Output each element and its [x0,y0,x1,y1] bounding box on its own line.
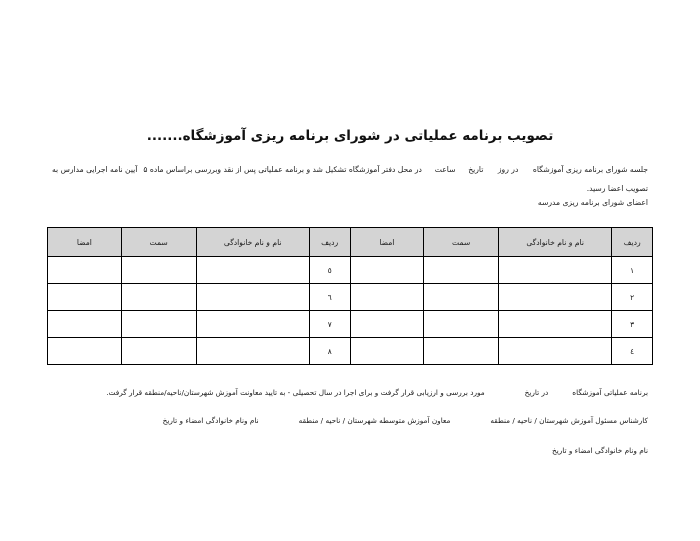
cell-semat[interactable] [121,311,196,338]
table-header-row [48,228,653,257]
signatories-row [52,416,648,425]
cell-semat[interactable] [121,257,196,284]
col-header-name-left: نام و نام خانوادگی [196,228,309,257]
signatory-expert-title: کارشناس مسئول آموزش شهرستان / ناحیه / منطقه [490,416,648,425]
intro-paragraph [52,163,648,197]
signatory-deputy-title: معاون آموزش متوسطه شهرستان / ناحیه / منطقه [298,416,451,425]
intro-segment-regulation: آیین نامه اجرایی مدارس به [51,165,138,174]
cell-emza[interactable] [350,311,424,338]
cell-radif: ٦ [309,284,350,311]
cell-radif: ١ [612,257,653,284]
approval-statement-row [52,388,648,397]
signatories-inline [52,416,648,425]
table-header [48,228,653,257]
intro-line-1 [52,163,648,178]
cell-emza[interactable] [350,257,424,284]
cell-semat[interactable] [424,284,499,311]
cell-semat[interactable] [424,338,499,365]
cell-name[interactable] [499,257,612,284]
signers-table-wrapper [47,227,653,365]
cell-radif: ٥ [309,257,350,284]
intro-segment-date: تاریخ [468,165,484,174]
intro-line-2: تصویب اعضا رسید. [586,183,648,193]
cell-radif: ٢ [612,284,653,311]
cell-radif: ٣ [612,311,653,338]
signatory-name-signature-date: نام ونام خانوادگی امضاء و تاریخ [162,416,259,425]
col-header-name-right: نام و نام خانوادگی [499,228,612,257]
table-row [48,311,653,338]
cell-name[interactable] [499,311,612,338]
intro-segment-council: جلسه شورای برنامه ریزی آموزشگاه [532,165,648,174]
cell-emza[interactable] [48,311,122,338]
cell-radif: ٤ [612,338,653,365]
cell-semat[interactable] [121,284,196,311]
col-header-emza-right: امضا [350,228,424,257]
col-header-radif-right: ردیف [612,228,653,257]
approval-segment-date: در تاریخ [524,388,549,397]
col-header-emza-left: امضا [48,228,122,257]
cell-name[interactable] [196,284,309,311]
cell-semat[interactable] [424,257,499,284]
approval-segment-body: مورد بررسی و ارزیابی قرار گرفت و برای اجرا در سال تحصیلی - به تایید معاونت آموزش شهرستان/ناحیه/منطقه قرار گرفت. [106,388,485,397]
table-row [48,284,653,311]
cell-name[interactable] [499,338,612,365]
cell-emza[interactable] [48,338,122,365]
cell-semat[interactable] [424,311,499,338]
col-header-semat-right: سمت [424,228,499,257]
cell-semat[interactable] [121,338,196,365]
page-title: تصویب برنامه عملیاتی در شورای برنامه ریزی آموزشگاه....... [146,128,554,144]
table-row [48,338,653,365]
intro-segment-time: ساعت [434,165,456,174]
col-header-radif-left: ردیف [309,228,350,257]
cell-name[interactable] [196,311,309,338]
cell-name[interactable] [196,257,309,284]
cell-emza[interactable] [350,338,424,365]
cell-name[interactable] [499,284,612,311]
col-header-semat-left: سمت [121,228,196,257]
cell-emza[interactable] [48,257,122,284]
intro-segment-venue: در محل دفتر آموزشگاه تشکیل شد و برنامه عملیاتی پس از نقد وبررسی براساس ماده ۵ [143,165,422,174]
approval-statement [52,388,648,397]
cell-emza[interactable] [350,284,424,311]
cell-emza[interactable] [48,284,122,311]
signers-table [47,227,653,365]
members-section-label: اعضای شورای برنامه ریزی مدرسه [537,198,648,207]
signature-name-date-label: نام ونام خانوادگی امضاء و تاریخ [552,446,648,455]
table-body [48,257,653,365]
cell-radif: ٧ [309,311,350,338]
intro-segment-day: در روز [497,165,519,174]
cell-name[interactable] [196,338,309,365]
table-row [48,257,653,284]
approval-segment-plan: برنامه عملیاتی آموزشگاه [572,388,648,397]
cell-radif: ٨ [309,338,350,365]
